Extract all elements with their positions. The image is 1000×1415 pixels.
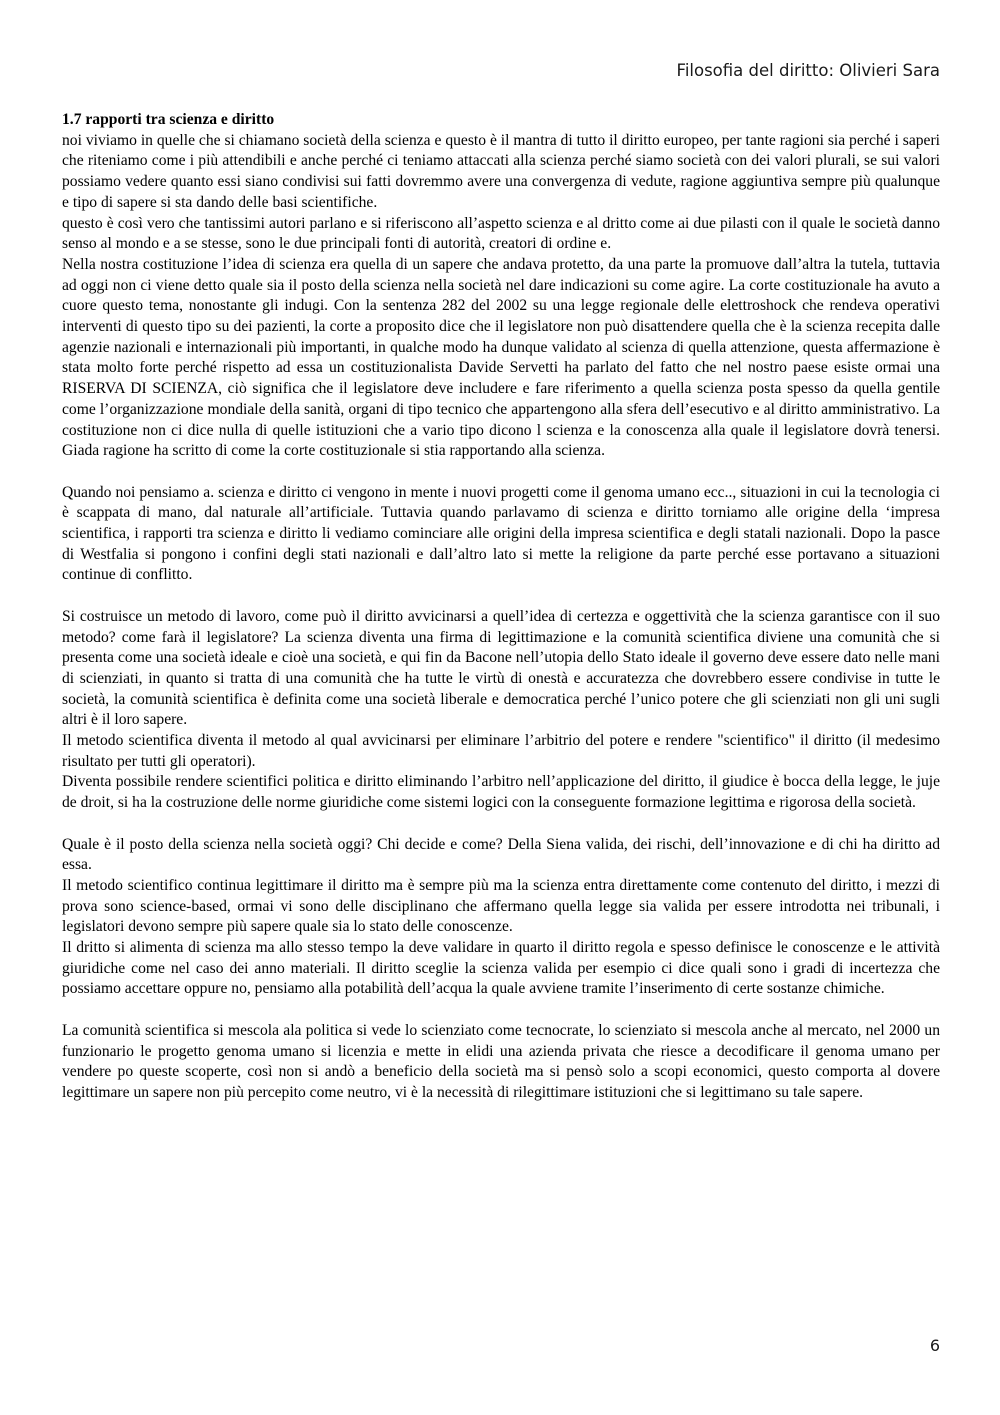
- paragraph: La comunità scientifica si mescola ala politica si vede lo scienziato come tecnocrate, lo scienziato si mescola anche al mercato, nel 2000 un funzionario le progetto genoma umano si licenzia e mette in elidi una azienda privata che riesce a decodificare il genoma umano per vendere po queste scoperte, così non si andò a beneficio della società ma si pensò solo a scopi economici, questo comporta al dovere legittimare un sapere non più percepito come neutro, vi è la necessità di rilegittimare istituzioni che si legittimano su tale sapere.: [62, 1021, 940, 1101]
- paragraph: Nella nostra costituzione l’idea di scienza era quella di un sapere che andava protetto, da una parte la promuove dall’altra la tutela, tuttavia ad oggi non ci viene detto quale sia il posto della scienza nella società nel dare indicazioni su come agire. La corte costituzionale ha avuto a cuore questo tema, nonostante gli indugi. Con la sentenza 282 del 2002 su una legge regionale delle elettroshock che rendeva operativi interventi di questo tipo su dei pazienti, la corte a proposito dice che il legislatore non può disattendere quella che è la scienza recepita dalle agenzie nazionali e internazionali più importanti, in qualche modo ha dunque validato al scienza di quella attenzione, questa affermazione è stata molto forte perché rispetto ad essa un costituzionalista Davide Servetti ha parlato del fatto che nel nostro paese esiste ormai una RISERVA DI SCIENZA, ciò significa che il legislatore deve includere e fare riferimento a quella scienza posta spesso da quella gentile come l’organizzazione mondiale della sanità, organi di tipo tecnico che appartengono alla sfera dell’esecutivo e al diritto amministrativo. La costituzione non ci dice nulla di quelle istituzioni che a vario tipo dicono l scienza e la conoscenza alla quale il legislatore dovrà tenersi. Giada ragione ha scritto di come la corte costituzionale si stia rapportando alla scienza.: [62, 255, 940, 460]
- paragraph-gap: [62, 462, 940, 483]
- paragraph: Il metodo scientifica diventa il metodo al qual avvicinarsi per eliminare l’arbitrio del potere e rendere "scientifico" il diritto (il medesimo risultato per tutti gli operatori).: [62, 732, 940, 770]
- paragraph: Si costruisce un metodo di lavoro, come può il diritto avvicinarsi a quell’idea di certezza e oggettività che la scienza garantisce con il suo metodo? come farà il legislatore? La scienza diventa una firma di legittimazione e la comunità scientifica diviene una comunità che si presenta come una società ideale e cioè una società, e qui fin da Bacone nell’utopia dello Stato ideale il governo deve essere dato nelle mani di scienziati, in quanto si tratta di una comunità che ha tutte le virtù di onestà e accuratezza che dovrebbero essere condivise in tutte le società, la comunità scientifica è definita come una società liberale e democratica perché l’unico potere che gli scienziati non gli uni sugli altri è il loro sapere.: [62, 607, 940, 729]
- page-number: 6: [929, 1336, 940, 1355]
- running-header: Filosofia del diritto: Olivieri Sara: [676, 61, 940, 80]
- paragraph: Il dritto si alimenta di scienza ma allo stesso tempo la deve validare in quarto il diritto regola e spesso definisce le conoscenze e le attività giuridiche come nel caso dei anno materiali. Il diritto sceglie la scienza valida per esempio ci dice quali sono i gradi di incertezza che possiamo accettare oppure no, pensiamo alla potabilità dell’acqua la quale avviene tramite l’inserimento di certe sostanze chimiche.: [62, 939, 940, 998]
- paragraph: Diventa possibile rendere scientifici politica e diritto eliminando l’arbitro nell’applicazione del diritto, il giudice è bocca della legge, le juje de droit, si ha la costruzione delle norme giuridiche come sistemi logici con la conseguente formazione legittima e rigorosa della società.: [62, 773, 940, 812]
- paragraph-gap: [62, 1000, 940, 1021]
- paragraph: Quando noi pensiamo a. scienza e diritto ci vengono in mente i nuovi progetti come il genoma umano ecc.., situazioni in cui la tecnologia ci è scappata di mano, dal naturale all’artificiale. Tuttavia quando parlavamo di scienza e diritto torniamo alle origine della ‘impresa scientifica, i rapporti tra scienza e diritto li vediamo cominciare alle origini della impresa scientifica e degli statali nazionali. Dopo la pasce di Westfalia si pongono i confini degli stati nazionali e dall’altro lato si mette la religione da parte perché esse portavano a situazioni continue di conflitto.: [62, 483, 940, 584]
- paragraph-list: [62, 131, 940, 1104]
- document-body: [62, 110, 940, 1104]
- paragraph-gap: [62, 814, 940, 835]
- paragraph-gap: [62, 586, 940, 607]
- paragraph: Quale è il posto della scienza nella società oggi? Chi decide e come? Della Siena valida, dei rischi, dell’innovazione e di chi ha diritto ad essa.: [62, 835, 940, 874]
- paragraph: questo è così vero che tantissimi autori parlano e si riferiscono all’aspetto scienza e al dritto come ai due pilasti con il quale le società danno senso al mondo e a se stesse, sono le due principali fonti di autorità, creatori di ordine e.: [62, 214, 940, 253]
- paragraph: Il metodo scientifico continua legittimare il diritto ma è sempre più ma la scienza entra direttamente come contenuto del diritto, i mezzi di prova sono science-based, ormai vi sono delle disciplinano che affermano quella legge sia valida per essere introdotta nei tribunali, i legislatori devono sempre più sapere quale sia lo stato delle conoscenze.: [62, 876, 940, 936]
- section-title: 1.7 rapporti tra scienza e diritto: [62, 111, 275, 128]
- paragraph: noi viviamo in quelle che si chiamano società della scienza e questo è il mantra di tutto il diritto europeo, per tante ragioni sia perché i saperi che riteniamo come i più attendibili e anche perché ci teniamo attaccati alla scienza perché siamo società con dei valori plurali, se sui valori possiamo vedere quanto essi siano condivisi sui fatti dovremmo avere una convergenza di vedute, ragione aggiuntiva sempre più qualunque e tipo di sapere si sta dando delle basi scientifiche.: [62, 131, 940, 211]
